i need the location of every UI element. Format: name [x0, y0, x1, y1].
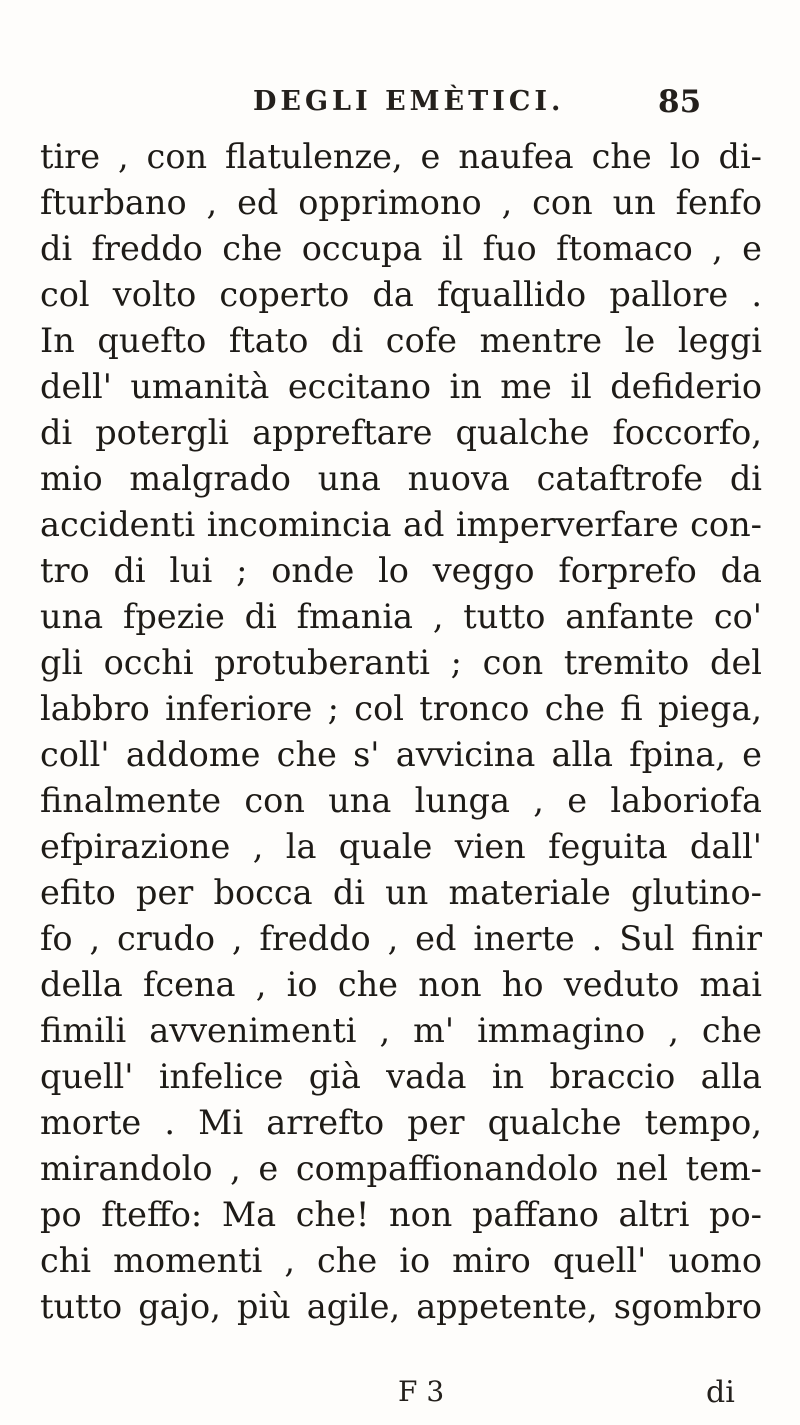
text-line: finalmente con una lunga , e laboriofa — [40, 781, 762, 820]
running-head — [0, 70, 800, 120]
text-line: gli occhi protuberanti ; con tremito del — [40, 643, 762, 682]
page-number: 85 — [658, 84, 702, 120]
text-line: di potergli appreftare qualche foccorfo, — [40, 413, 762, 452]
signature-row — [0, 1375, 800, 1415]
text-line: dell' umanità eccitano in me il defiderio — [40, 367, 762, 406]
text-line: fturbano , ed opprimono , con un fenfo — [40, 183, 762, 222]
text-line: mirandolo , e compaffionandolo nel tem- — [40, 1149, 762, 1188]
printer-signature: F 3 — [398, 1375, 445, 1408]
text-line: di freddo che occupa il fuo ftomaco , e — [40, 229, 762, 268]
text-line: tutto gajo, più agile, appetente, sgombro — [40, 1287, 762, 1326]
catchword: di — [706, 1375, 735, 1410]
text-line: po fteffo: Ma che! non paffano altri po- — [40, 1195, 762, 1234]
text-line: fimili avvenimenti , m' immagino , che — [40, 1011, 762, 1050]
text-line: col volto coperto da fquallido pallore . — [40, 275, 762, 314]
running-title: DEGLI EMÈTICI. — [253, 86, 565, 117]
text-line: chi momenti , che io miro quell' uomo — [40, 1241, 762, 1280]
text-line: morte . Mi arrefto per qualche tempo, — [40, 1103, 762, 1142]
text-line: tro di lui ; onde lo veggo forprefo da — [40, 551, 762, 590]
text-line: della fcena , io che non ho veduto mai — [40, 965, 762, 1004]
text-line: labbro inferiore ; col tronco che fi piega, — [40, 689, 762, 728]
text-line: fo , crudo , freddo , ed inerte . Sul finir — [40, 919, 762, 958]
text-line: efito per bocca di un materiale glutino- — [40, 873, 762, 912]
text-line: coll' addome che s' avvicina alla fpina, e — [40, 735, 762, 774]
text-line: quell' infelice già vada in braccio alla — [40, 1057, 762, 1096]
text-line: tire , con flatulenze, e naufea che lo di- — [40, 137, 762, 176]
text-line: efpirazione , la quale vien feguita dall' — [40, 827, 762, 866]
text-line: mio malgrado una nuova cataftrofe di — [40, 459, 762, 498]
text-line: In quefto ftato di cofe mentre le leggi — [40, 321, 762, 360]
text-line: una fpezie di fmania , tutto anfante co' — [40, 597, 762, 636]
text-line: accidenti incomincia ad imperverfare con- — [40, 505, 762, 544]
